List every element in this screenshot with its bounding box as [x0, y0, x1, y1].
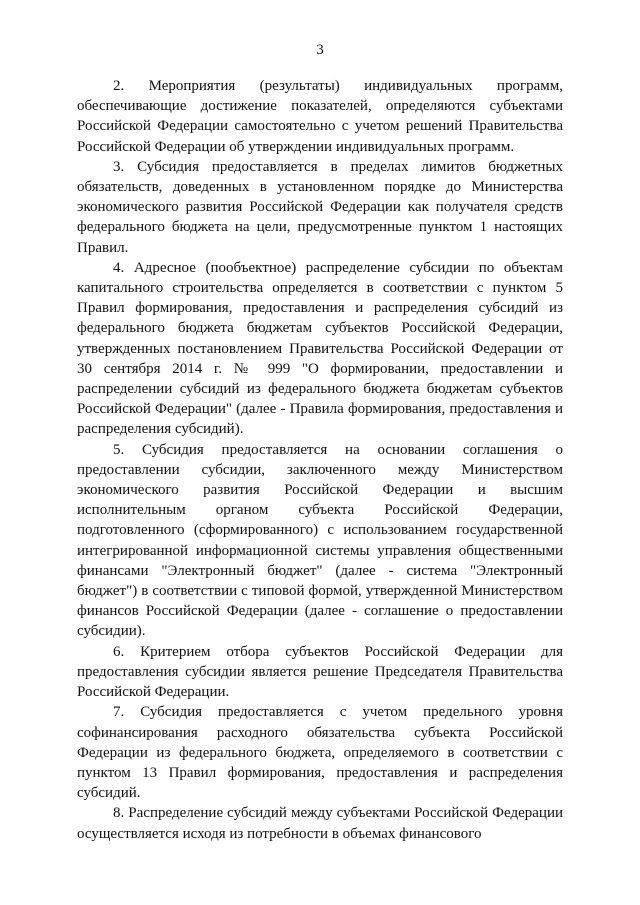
document-body: [77, 76, 563, 844]
paragraph-6: 6. Критерием отбора субъектов Российской Федерации для предоставления субсидии является решение Председателя Правительства Российской Федерации.: [77, 643, 563, 701]
paragraph-3: 3. Субсидия предоставляется в пределах лимитов бюджетных обязательств, доведенных в установленном порядке до Министерства экономического развития Российской Федерации как получателя средств федерального бюджета на цели, предусмотренные пунктом 1 настоящих Правил.: [77, 158, 563, 256]
paragraph-5: 5. Субсидия предоставляется на основании соглашения о предоставлении субсидии, заключенного между Министерством экономического развития Российской Федерации и высшим исполнительным органом субъекта Российской Федерации, подготовленного (сформированного) с использованием государственной интегрированной информационной системы управления общественными финансами "Электронный бюджет" (далее - система "Электронный бюджет") в соответствии с типовой формой, утвержденной Министерством финансов Российской Федерации (далее - соглашение о предоставлении субсидии).: [77, 441, 563, 640]
paragraph-2: 2. Мероприятия (результаты) индивидуальных программ, обеспечивающие достижение показателей, определяются субъектами Российской Федерации самостоятельно с учетом решений Правительства Российской Федерации об утверждении индивидуальных программ.: [77, 78, 563, 155]
page-number: 3: [316, 42, 324, 58]
paragraph-7: 7. Субсидия предоставляется с учетом предельного уровня софинансирования расходного обязательства субъекта Российской Федерации из федерального бюджета, определяемого в соответствии с пунктом 13 Правил формирования, предоставления и распределения субсидий.: [77, 704, 563, 802]
paragraph-8: 8. Распределение субсидий между субъектами Российской Федерации осуществляется исходя из потребности в объемах финансового: [77, 805, 563, 842]
paragraph-4: 4. Адресное (пообъектное) распределение субсидии по объектам капитального строительства определяется в соответствии с пунктом 5 Правил формирования, предоставления и распределения субсидий из федерального бюджета бюджетам субъектов Российской Федерации, утвержденных постановлением Правительства Российской Федерации от 30 сентября 2014 г. № 999 "О формировании, предоставлении и распределении субсидий из федерального бюджета бюджетам субъектов Российской Федерации" (далее - Правила формирования, предоставления и распределения субсидий).: [77, 259, 563, 438]
